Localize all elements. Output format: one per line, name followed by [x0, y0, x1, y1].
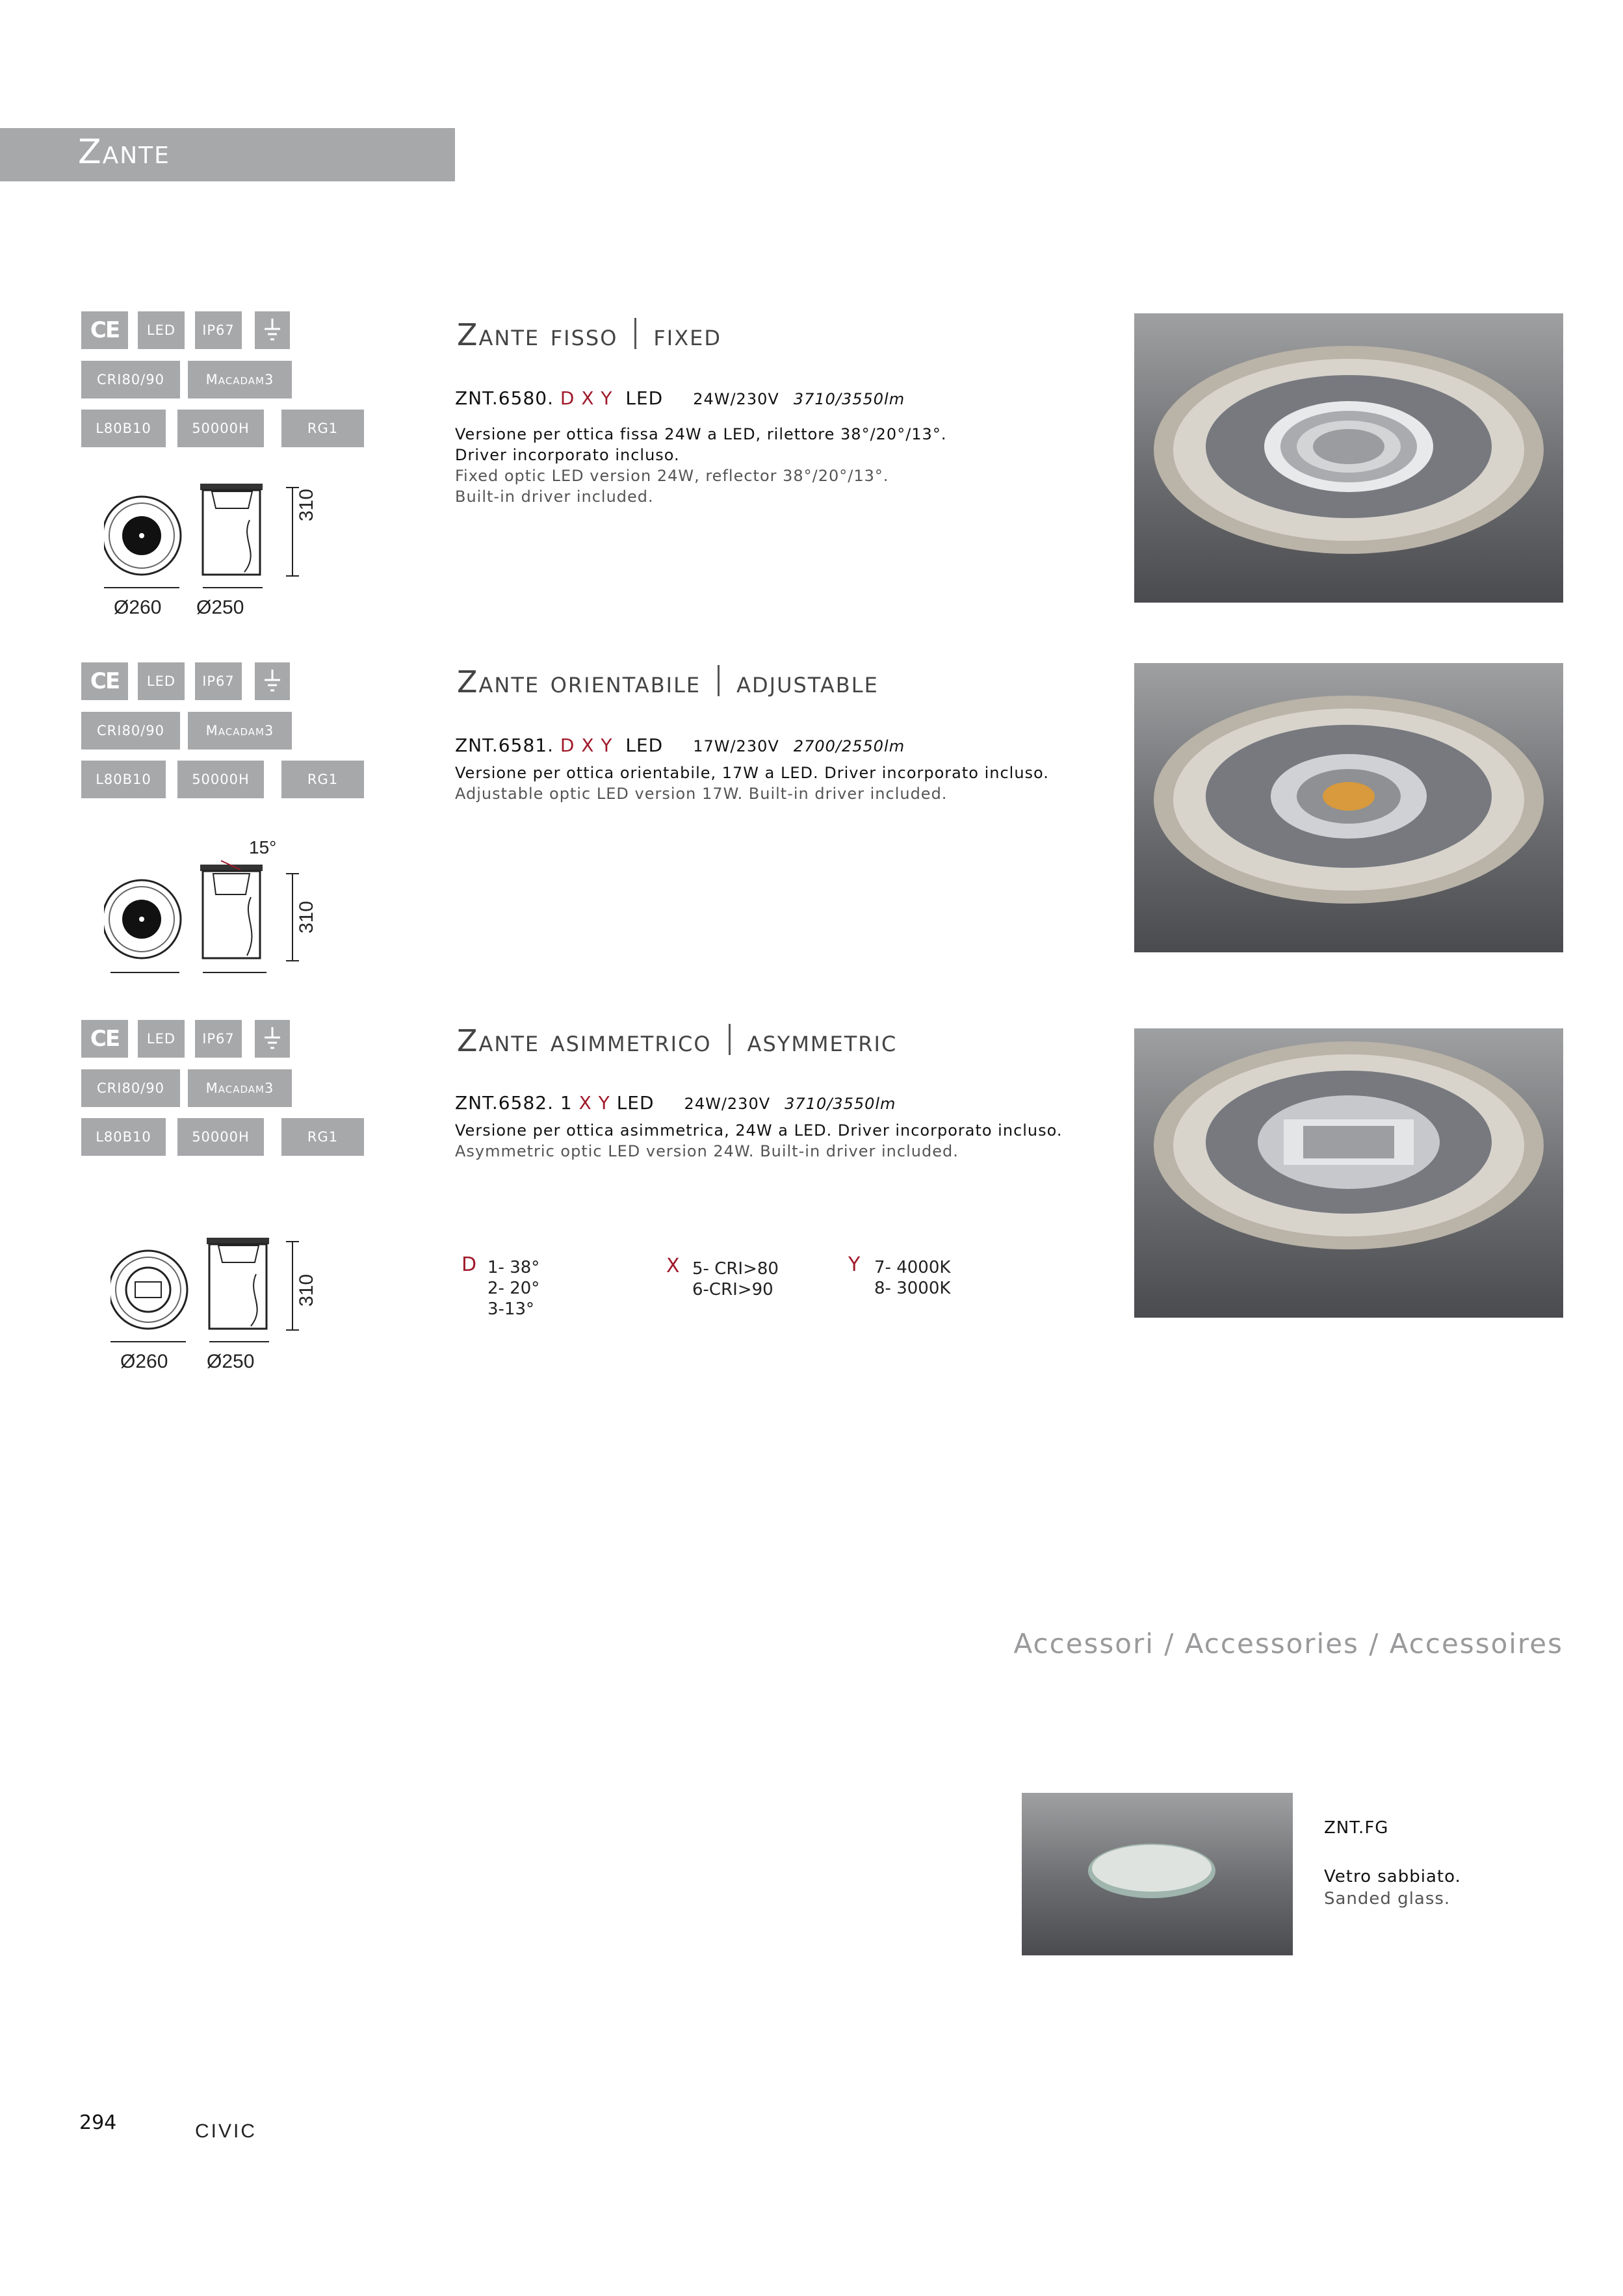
product-description: Versione per ottica asimmetrica, 24W a LED. Driver incorporato incluso. Asymmetric optic LED version 24W. Built-in driver included. [455, 1121, 1063, 1160]
cri-badge: CRI80/90 [81, 712, 180, 750]
led-badge: LED [138, 1020, 185, 1058]
product-section-fixed [0, 306, 1623, 631]
cri-badge: CRI80/90 [81, 361, 180, 398]
hours-badge: 50000H [177, 410, 264, 447]
product-code: ZNT.6582. 1 X Y LED 24W/230V 3710/3550lm [455, 1092, 896, 1114]
page-title: Zante [78, 133, 170, 172]
product-code: ZNT.6581. D X Y LED 17W/230V 2700/2550lm [455, 735, 905, 756]
ce-badge: CE [81, 1020, 128, 1058]
technical-drawing [104, 481, 312, 611]
dim-height: 310 [296, 900, 317, 933]
led-badge: LED [138, 311, 185, 349]
ce-badge: CE [81, 311, 128, 349]
product-photo [1134, 313, 1563, 603]
dim-diameter-inner: Ø250 [196, 597, 244, 618]
product-description: Versione per ottica orientabile, 17W a LED. Driver incorporato incluso. Adjustable optic LED version 17W. Built-in driver included. [455, 764, 1049, 803]
macadam-badge: Macadam3 [188, 1069, 292, 1107]
rg-badge: RG1 [281, 1118, 364, 1156]
dim-diameter-inner: Ø250 [207, 1351, 255, 1372]
ip-badge: IP67 [195, 1020, 242, 1058]
rg-badge: RG1 [281, 410, 364, 447]
ground-icon [255, 662, 290, 700]
ce-badge: CE [81, 662, 128, 700]
brand-logo: CIVIC [195, 2120, 257, 2142]
ground-icon [255, 311, 290, 349]
dim-diameter-outer: Ø260 [114, 597, 162, 618]
ip-badge: IP67 [195, 311, 242, 349]
macadam-badge: Macadam3 [188, 712, 292, 750]
l80-badge: L80B10 [81, 761, 166, 798]
accessory-desc-en: Sanded glass. [1324, 1889, 1451, 1909]
l80-badge: L80B10 [81, 1118, 166, 1156]
legend-d: D 1- 38° 2- 20° 3-13° [461, 1253, 540, 1319]
product-title: Zante orientabile adjustable [457, 664, 879, 699]
header-band [0, 128, 455, 181]
cri-badge: CRI80/90 [81, 1069, 180, 1107]
ground-icon [255, 1020, 290, 1058]
accessories-heading: Accessori / Accessories / Accessoires [1013, 1628, 1563, 1660]
product-section-adjustable [0, 657, 1623, 995]
product-photo [1134, 663, 1563, 952]
legend-x: X 5- CRI>80 6-CRI>90 [666, 1255, 779, 1299]
dim-height: 310 [296, 488, 317, 521]
product-section-asymmetric [0, 1014, 1623, 1378]
dim-height: 310 [296, 1273, 317, 1307]
ip-badge: IP67 [195, 662, 242, 700]
l80-badge: L80B10 [81, 410, 166, 447]
accessory-desc-it: Vetro sabbiato. [1324, 1867, 1461, 1886]
hours-badge: 50000H [177, 761, 264, 798]
product-code: ZNT.6580. D X Y LED 24W/230V 3710/3550lm [455, 387, 905, 409]
product-photo [1134, 1028, 1563, 1318]
technical-drawing [110, 1235, 318, 1365]
page-number: 294 [79, 2111, 117, 2134]
accessory-code: ZNT.FG [1324, 1818, 1389, 1838]
accessory-photo [1022, 1793, 1293, 1955]
hours-badge: 50000H [177, 1118, 264, 1156]
dim-diameter-outer: Ø260 [120, 1351, 168, 1372]
product-title: Zante asimmetrico asymmetric [457, 1023, 898, 1058]
technical-drawing [104, 852, 312, 988]
led-badge: LED [138, 662, 185, 700]
legend-y: Y 7- 4000K 8- 3000K [848, 1253, 951, 1298]
tilt-angle: 15° [249, 837, 277, 857]
macadam-badge: Macadam3 [188, 361, 292, 398]
product-description: Versione per ottica fissa 24W a LED, rilettore 38°/20°/13°. Driver incorporato incluso. Fixed optic LED version 24W, reflector 38°/20°/13°. Built-in driver included. [455, 425, 947, 506]
rg-badge: RG1 [281, 761, 364, 798]
product-title: Zante fisso fixed [457, 317, 722, 352]
